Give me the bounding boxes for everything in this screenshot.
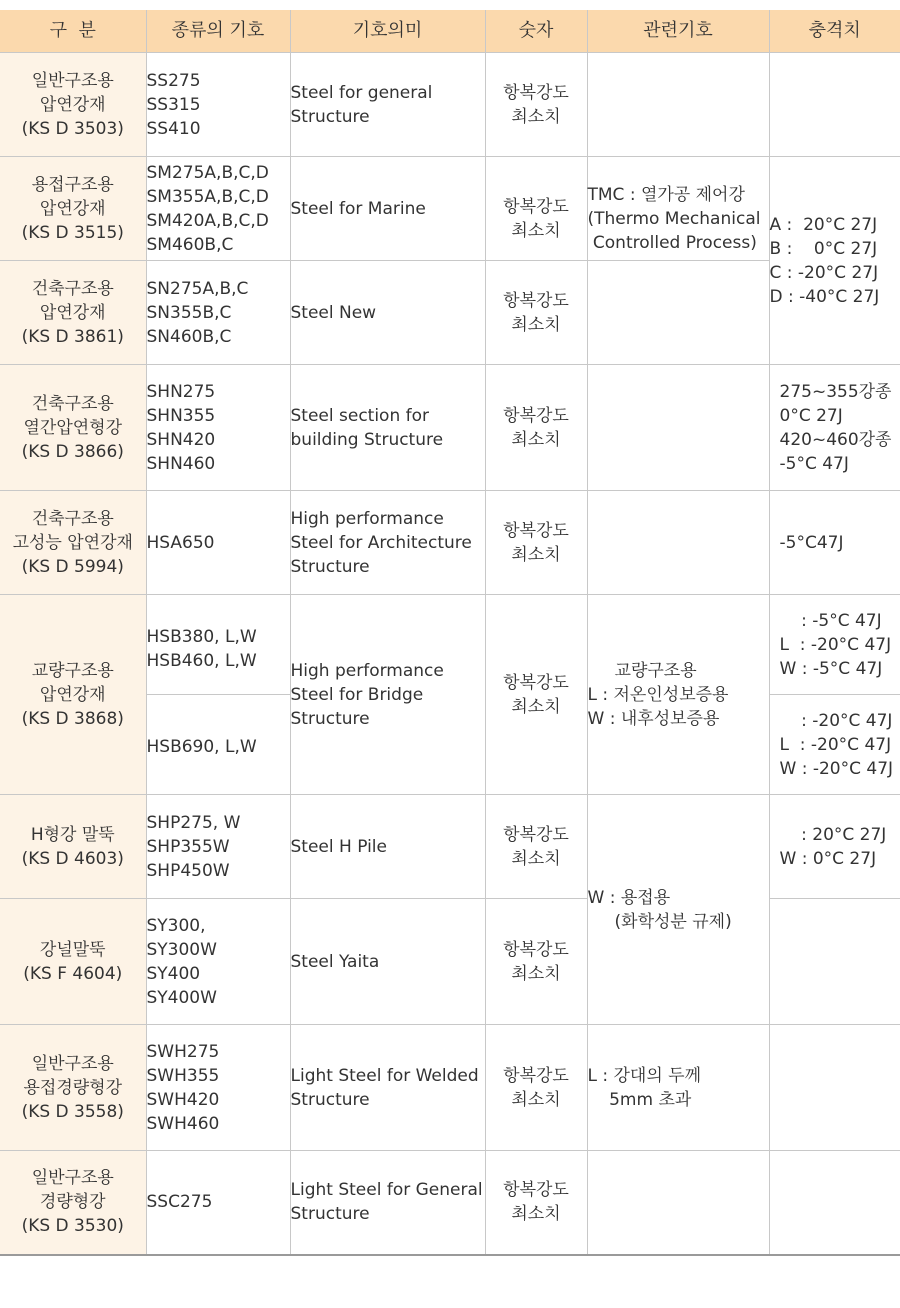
impact-cell: : -5°C 47J L : -20°C 47J W : -5°C 47J	[769, 595, 900, 695]
number-cell: 항복강도 최소치	[485, 1025, 587, 1151]
meaning-cell: High performance Steel for Bridge Structure	[290, 595, 485, 795]
meaning-cell: Steel section for building Structure	[290, 365, 485, 491]
impact-cell	[769, 899, 900, 1025]
number-cell: 항복강도 최소치	[485, 795, 587, 899]
codes-cell: SM275A,B,C,D SM355A,B,C,D SM420A,B,C,D SM460B,C	[146, 157, 290, 261]
related-cell	[587, 365, 769, 491]
codes-cell: SWH275 SWH355 SWH420 SWH460	[146, 1025, 290, 1151]
impact-cell: 275~355강종 0°C 27J 420~460강종 -5°C 47J	[769, 365, 900, 491]
related-cell: TMC : 열가공 제어강 (Thermo Mechanical Controlled Process)	[587, 157, 769, 261]
category-cell: 건축구조용 열간압연형강 (KS D 3866)	[0, 365, 146, 491]
impact-cell: -5°C47J	[769, 491, 900, 595]
meaning-cell: Light Steel for General Structure	[290, 1151, 485, 1255]
table-row-hsb-1	[0, 595, 900, 695]
impact-cell: : -20°C 47J L : -20°C 47J W : -20°C 47J	[769, 695, 900, 795]
number-cell: 항복강도 최소치	[485, 1151, 587, 1255]
meaning-cell: High performance Steel for Architecture Structure	[290, 491, 485, 595]
table-row-ssc	[0, 1151, 900, 1255]
meaning-cell: Steel New	[290, 261, 485, 365]
related-cell	[587, 53, 769, 157]
number-cell: 항복강도 최소치	[485, 157, 587, 261]
impact-cell	[769, 1151, 900, 1255]
meaning-cell: Steel for general Structure	[290, 53, 485, 157]
category-cell: 일반구조용 경량형강 (KS D 3530)	[0, 1151, 146, 1255]
table-row-sn	[0, 261, 900, 365]
number-cell: 항복강도 최소치	[485, 53, 587, 157]
related-cell	[587, 491, 769, 595]
codes-cell: HSA650	[146, 491, 290, 595]
header-related: 관련기호	[587, 10, 769, 53]
category-cell: 교량구조용 압연강재 (KS D 3868)	[0, 595, 146, 795]
codes-cell: SN275A,B,C SN355B,C SN460B,C	[146, 261, 290, 365]
meaning-cell: Light Steel for Welded Structure	[290, 1025, 485, 1151]
table-row-ss	[0, 53, 900, 157]
impact-cell	[769, 1025, 900, 1151]
category-cell: 용접구조용 압연강재 (KS D 3515)	[0, 157, 146, 261]
category-cell: 일반구조용 용접경량형강 (KS D 3558)	[0, 1025, 146, 1151]
meaning-cell: Steel for Marine	[290, 157, 485, 261]
meaning-cell: Steel Yaita	[290, 899, 485, 1025]
number-cell: 항복강도 최소치	[485, 365, 587, 491]
steel-grade-table	[0, 10, 900, 1256]
number-cell: 항복강도 최소치	[485, 261, 587, 365]
category-cell: H형강 말뚝 (KS D 4603)	[0, 795, 146, 899]
related-cell: 교량구조용 L : 저온인성보증용 W : 내후성보증용	[587, 595, 769, 795]
codes-cell: HSB380, L,W HSB460, L,W	[146, 595, 290, 695]
impact-cell: : 20°C 27J W : 0°C 27J	[769, 795, 900, 899]
codes-cell: SS275 SS315 SS410	[146, 53, 290, 157]
category-cell: 일반구조용 압연강재 (KS D 3503)	[0, 53, 146, 157]
related-cell	[587, 1151, 769, 1255]
meaning-cell: Steel H Pile	[290, 795, 485, 899]
codes-cell: SY300, SY300W SY400 SY400W	[146, 899, 290, 1025]
number-cell: 항복강도 최소치	[485, 491, 587, 595]
number-cell: 항복강도 최소치	[485, 899, 587, 1025]
header-impact: 충격치	[769, 10, 900, 53]
table-row-shn	[0, 365, 900, 491]
impact-cell	[769, 53, 900, 157]
table-row-sm	[0, 157, 900, 261]
related-cell	[587, 261, 769, 365]
table-row-hsa	[0, 491, 900, 595]
header-number: 숫자	[485, 10, 587, 53]
category-cell: 건축구조용 고성능 압연강재 (KS D 5994)	[0, 491, 146, 595]
header-category: 구 분	[0, 10, 146, 53]
codes-cell: SHN275 SHN355 SHN420 SHN460	[146, 365, 290, 491]
related-cell: L : 강대의 두께 5mm 초과	[587, 1025, 769, 1151]
related-cell: W : 용접용 (화학성분 규제)	[587, 795, 769, 1025]
category-cell: 강널말뚝 (KS F 4604)	[0, 899, 146, 1025]
header-row	[0, 10, 900, 53]
table-row-swh	[0, 1025, 900, 1151]
header-meaning: 기호의미	[290, 10, 485, 53]
codes-cell: HSB690, L,W	[146, 695, 290, 795]
category-cell: 건축구조용 압연강재 (KS D 3861)	[0, 261, 146, 365]
codes-cell: SHP275, W SHP355W SHP450W	[146, 795, 290, 899]
header-codes: 종류의 기호	[146, 10, 290, 53]
impact-cell: A : 20°C 27J B : 0°C 27J C : -20°C 27J D : -40°C 27J	[769, 157, 900, 365]
number-cell: 항복강도 최소치	[485, 595, 587, 795]
codes-cell: SSC275	[146, 1151, 290, 1255]
table-row-shp	[0, 795, 900, 899]
